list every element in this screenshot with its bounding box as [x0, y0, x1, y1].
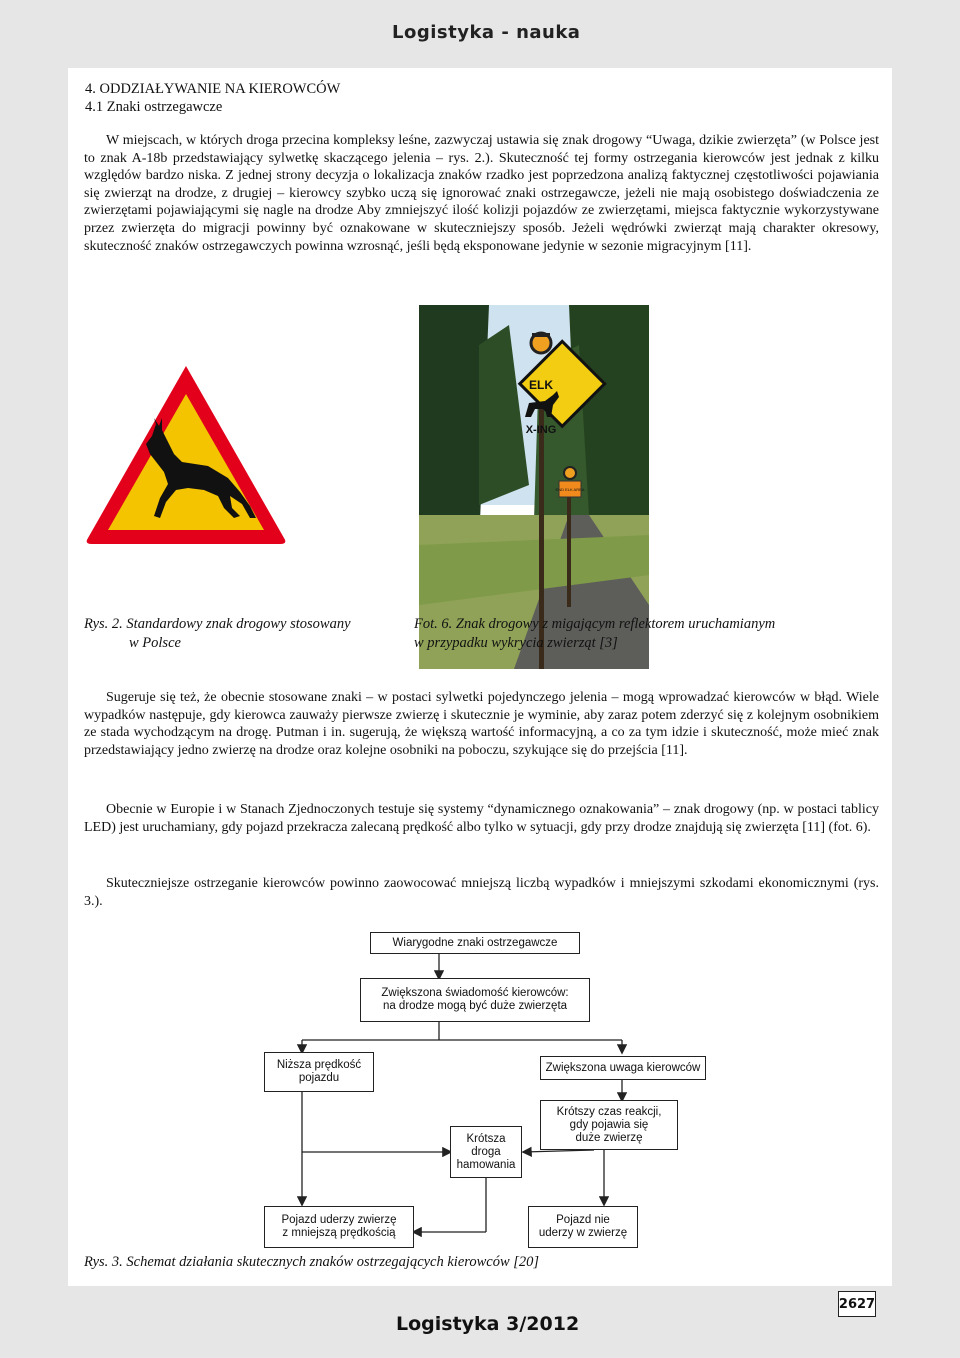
- journal-header: Logistyka - nauka: [392, 22, 581, 43]
- flow-diagram: [264, 932, 714, 1262]
- paragraph-2: Sugeruje się też, że obecnie stosowane znaki – w postaci sylwetki pojedynczego jelenia – mogą wprowadzać kierowców w błąd. Wiele wypadków następuje, gdy kierowca zauważy pierwsze zwierzę i skutecznie je wyminie, aby zaraz potem zderzyć się z kolejnym osobnikiem ze stada wychodzącym na drogę. Putman i in. sugerują, że większą wartość informacyjną, a co za tym idzie i skuteczność, może mieć znak przedstawiający jedno zwierzę na drodze oraz kolejne osobniki na poboczu, szykujące się do przejścia [11].: [84, 690, 879, 758]
- issue-footer: Logistyka 3/2012: [396, 1313, 580, 1335]
- diagram-box-lower-speed: Niższa prędkość pojazdu: [264, 1052, 374, 1092]
- diagram-box-awareness: Zwiększona świadomość kierowców: na drodze mogą być duże zwierzęta: [360, 978, 590, 1022]
- deer-warning-sign-icon: [80, 358, 292, 548]
- fig2-caption-line2: w Polsce: [129, 635, 181, 651]
- photo-sign-bottom-text: X-ING: [525, 424, 557, 436]
- diagram-box-lower-impact-speed: Pojazd uderzy zwierzę z mniejszą prędkością: [264, 1206, 414, 1248]
- fig2-caption-line1: Rys. 2. Standardowy znak drogowy stosowany: [84, 616, 351, 632]
- paragraph-3: Obecnie w Europie i w Stanach Zjednoczonych testuje się systemy “dynamicznego oznakowania” – znak drogowy (np. w postaci tablicy LED) jest uruchamiany, gdy pojazd przekracza zalecaną prędkość albo tylko w sytuacji, gdy przy drodze znajdują się zwierzęta [11] (fot. 6).: [84, 802, 879, 835]
- diagram-box-reaction-time: Krótszy czas reakcji, gdy pojawia się duże zwierzę: [540, 1100, 678, 1150]
- section-heading: 4. ODDZIAŁYWANIE NA KIEROWCÓW: [85, 81, 341, 97]
- diagram-box-attention: Zwiększona uwaga kierowców: [540, 1056, 706, 1080]
- fot6-caption-line2: w przypadku wykrycia zwierząt [3]: [414, 635, 618, 651]
- fot6-caption-line1: Fot. 6. Znak drogowy z migającym reflektorem uruchamianym: [414, 616, 776, 632]
- photo-small-sign-text: END ELK AREA: [555, 487, 585, 492]
- paragraph-1: W miejscach, w których droga przecina kompleksy leśne, zazwyczaj ustawia się znak drogowy “Uwaga, dzikie zwierzęta” (w Polsce jest to znak A-18b przedstawiający sylwetkę skaczącego jelenia – rys. 2.). Skuteczność tej formy ostrzegania kierowców jest jednak z kilku względów bardzo niska. Z jednej strony decyzja o lokalizacja znaków rzadko jest poprzedzona analizą faktycznej częstotliwości pojawiania się zwierząt na drodze, z drugiej – kierowcy szybko uczą się ignorować znaki ostrzegawcze, jeżeli nie mają osobistego doświadczenia ze zwierzętami pojawiającymi się nagle na drodze Aby zmniejszyć ilość kolizji pojazdów ze zwierzętami, miejsca faktycznie wykorzystywane przez zwierzęta do migracji powinny być oznakowane w skuteczniejszy sposób. Jeżeli wędrówki zwierząt mają charakter okresowy, skuteczność znaków ostrzegawczych powinna wzrosnąć, jeśli będą eksponowane jedynie w sezonie migracyjnym [11].: [84, 133, 879, 254]
- paragraph-4: Skuteczniejsze ostrzeganie kierowców powinno zaowocować mniejszą liczbą wypadków i mniejszymi szkodami ekonomicznymi (rys. 3.).: [84, 876, 879, 909]
- diagram-box-no-collision: Pojazd nie uderzy w zwierzę: [528, 1206, 638, 1248]
- diagram-box-braking-distance: Krótsza droga hamowania: [450, 1126, 522, 1178]
- photo-sign-top-text: ELK: [529, 378, 553, 392]
- section-subheading: 4.1 Znaki ostrzegawcze: [85, 99, 223, 115]
- page-content: [68, 68, 892, 1286]
- diagram-box-credible-signs: Wiarygodne znaki ostrzegawcze: [370, 932, 580, 954]
- fig3-caption: Rys. 3. Schemat działania skutecznych znaków ostrzegających kierowców [20]: [84, 1254, 540, 1270]
- page-number: 2627: [838, 1291, 876, 1317]
